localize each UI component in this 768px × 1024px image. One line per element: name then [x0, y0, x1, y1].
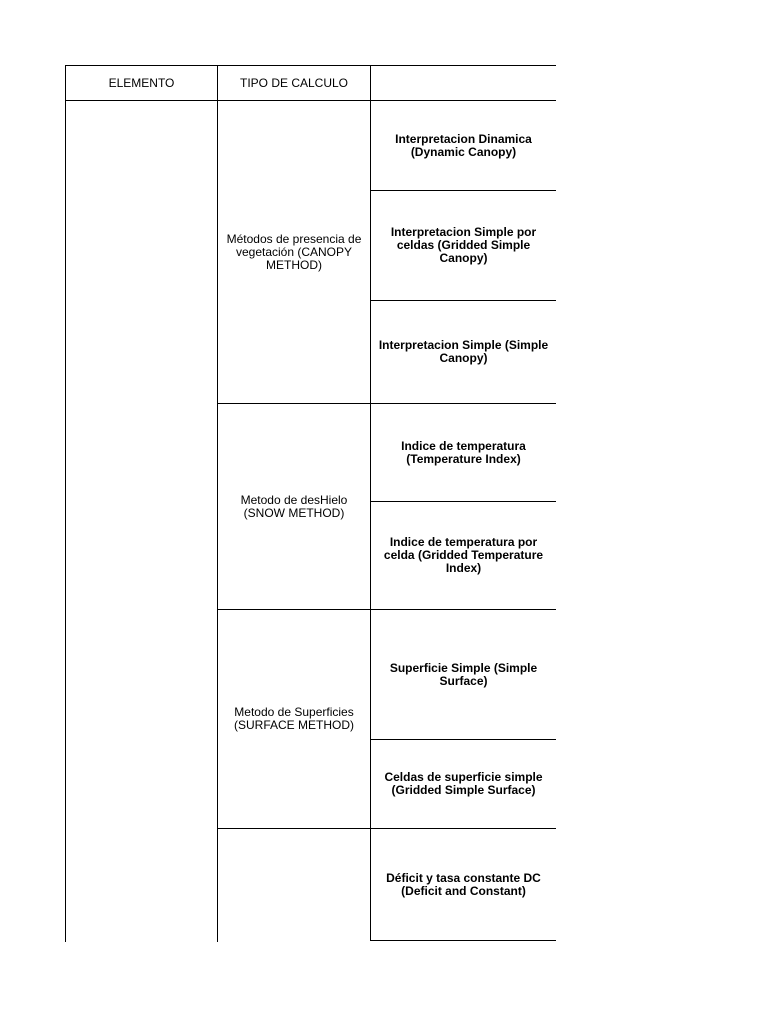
option-gridded-temperature-index: Indice de temperatura por celda (Gridded Temperature Index) [383, 535, 544, 575]
tipo-canopy-method: Métodos de presencia de vegetación (CANOPY METHOD) [226, 231, 362, 272]
header-third [371, 66, 556, 100]
tipo-loss-method [218, 829, 370, 942]
option-simple-canopy: Interpretacion Simple (Simple Canopy) [378, 338, 549, 365]
tipo-snow-method: Metodo de desHielo (SNOW METHOD) [240, 492, 348, 520]
header-elemento: ELEMENTO [108, 75, 175, 90]
option-dynamic-canopy: Interpretacion Dinamica (Dynamic Canopy) [395, 131, 532, 159]
option-temperature-index: Indice de temperatura (Temperature Index) [401, 438, 526, 466]
option-gridded-simple-surface: Celdas de superficie simple (Gridded Simple Surface) [384, 770, 543, 797]
option-deficit-constant: Déficit y tasa constante DC (Deficit and Constant) [386, 870, 541, 898]
option-border [370, 940, 556, 941]
header-tipo-calculo: TIPO DE CALCULO [239, 75, 349, 90]
col-border-left [65, 65, 66, 942]
option-gridded-simple-canopy: Interpretacion Simple por celdas (Gridded Simple Canopy) [390, 225, 537, 265]
tipo-surface-method: Metodo de Superficies (SURFACE METHOD) [234, 705, 354, 732]
option-simple-surface: Superficie Simple (Simple Surface) [389, 660, 538, 688]
